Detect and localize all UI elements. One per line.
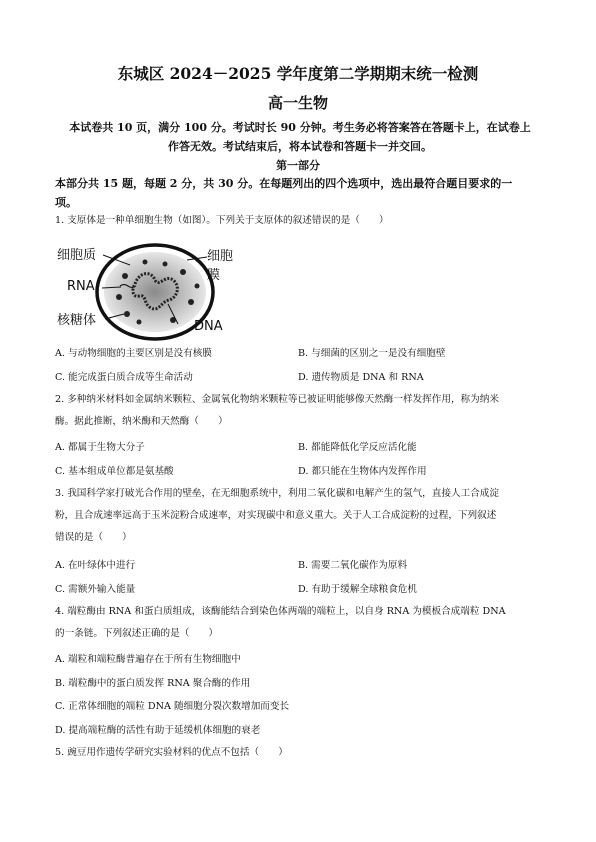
q4-option-a: A. 端粒和端粒酶普遍存在于所有生物细胞中 <box>55 654 241 665</box>
q1-option-c: C. 能完成蛋白质合成等生命活动 <box>55 372 193 383</box>
q2-option-b: B. 都能降低化学反应活化能 <box>298 442 417 453</box>
ribosome-dot <box>116 294 122 300</box>
q1-option-a: A. 与动物细胞的主要区别是没有核膜 <box>55 348 212 359</box>
part-intro-line-1: 本部分共 15 题，每题 2 分，共 30 分。在每题列出的四个选项中，选出最符合题目要求的一 <box>55 177 513 190</box>
label-membrane: 细胞膜 <box>207 249 234 283</box>
part-intro <box>55 174 545 212</box>
q2-option-c: C. 基本组成单位都是氨基酸 <box>55 466 174 477</box>
q4-option-d: D. 提高端粒酶的活性有助于延缓机体细胞的衰老 <box>55 725 261 736</box>
label-ribosome: 核糖体 <box>57 313 97 328</box>
ribosome-dot <box>188 299 194 305</box>
question-2-stem <box>55 389 545 433</box>
q1-option-b: B. 与细菌的区别之一是没有细胞壁 <box>298 348 446 359</box>
notice-line-2: 作答无效。考试结束后，将本试卷和答题卡一并交回。 <box>168 140 432 153</box>
question-1-stem: 1. 支原体是一种单细胞生物（如图）。下列关于支原体的叙述错误的是（ ） <box>55 215 389 226</box>
q2-option-a: A. 都属于生物大分子 <box>55 442 145 453</box>
q3-stem-line-3: 错误的是（ ） <box>55 532 132 543</box>
exam-title: 东城区 2024－2025 学年度第二学期期末统一检测 <box>117 64 479 83</box>
ribosome-dot <box>124 311 130 317</box>
ribosome-dot <box>163 262 168 267</box>
q2-stem-line-2: 酶。据此推断，纳米酶和天然酶（ ） <box>55 416 228 427</box>
q2-stem-line-1: 2. 多种纳米材料如金属纳米颗粒、金属氧化物纳米颗粒等已被证明能够像天然酶一样发挥作用，称为纳米 <box>55 394 499 405</box>
q3-option-d: D. 有助于缓解全球粮食危机 <box>298 584 417 595</box>
question-3-stem <box>55 483 545 549</box>
q3-option-a: A. 在叶绿体中进行 <box>55 560 136 571</box>
mycoplasma-diagram <box>55 242 240 342</box>
q3-option-c: C. 需额外输入能量 <box>55 584 136 595</box>
label-rna: RNA <box>67 279 95 294</box>
label-cytoplasm: 细胞质 <box>57 248 97 263</box>
q3-stem-line-2: 粉，且合成速率远高于玉米淀粉合成速率，对实现碳中和意义重大。关于人工合成淀粉的过程，下列叙述 <box>55 510 497 521</box>
exam-subject: 高一生物 <box>267 94 328 112</box>
part-title: 第一部分 <box>276 159 320 172</box>
q3-stem-line-1: 3. 我国科学家打破光合作用的壁垒，在无细胞系统中，利用二氧化碳和电解产生的氢气，直接人工合成淀 <box>55 488 499 499</box>
q2-option-d: D. 都只能在生物体内发挥作用 <box>298 466 427 477</box>
ribosome-dot <box>180 269 186 275</box>
exam-notice <box>55 118 545 156</box>
ribosome-dot <box>195 284 200 289</box>
cytoplasm-fill <box>104 252 206 332</box>
q4-stem-line-1: 4. 端粒酶由 RNA 和蛋白质组成，该酶能结合到染色体两端的端粒上，以自身 RNA 为模板合成端粒 DNA <box>55 606 506 617</box>
label-dna: DNA <box>194 319 223 334</box>
notice-line-1: 本试卷共 10 页，满分 100 分。考试时长 90 分钟。考生务必将答案答在答题卡上，在试卷上 <box>69 121 531 134</box>
ribosome-dot <box>143 260 148 265</box>
ribosome-dot <box>137 320 142 325</box>
q4-option-b: B. 端粒酶中的蛋白质发挥 RNA 聚合酶的作用 <box>55 678 251 689</box>
q4-stem-line-2: 的一条链。下列叙述正确的是（ ） <box>55 628 219 639</box>
ribosome-dot <box>122 273 128 279</box>
question-5-stem: 5. 豌豆用作遗传学研究实验材料的优点不包括（ ） <box>55 747 288 758</box>
q3-option-b: B. 需要二氧化碳作为原料 <box>298 560 408 571</box>
part-intro-line-2: 项。 <box>55 196 77 209</box>
question-4-stem <box>55 601 545 645</box>
q1-option-d: D. 遗传物质是 DNA 和 RNA <box>298 372 424 383</box>
q4-option-c: C. 正常体细胞的端粒 DNA 随细胞分裂次数增加而变长 <box>55 701 290 712</box>
